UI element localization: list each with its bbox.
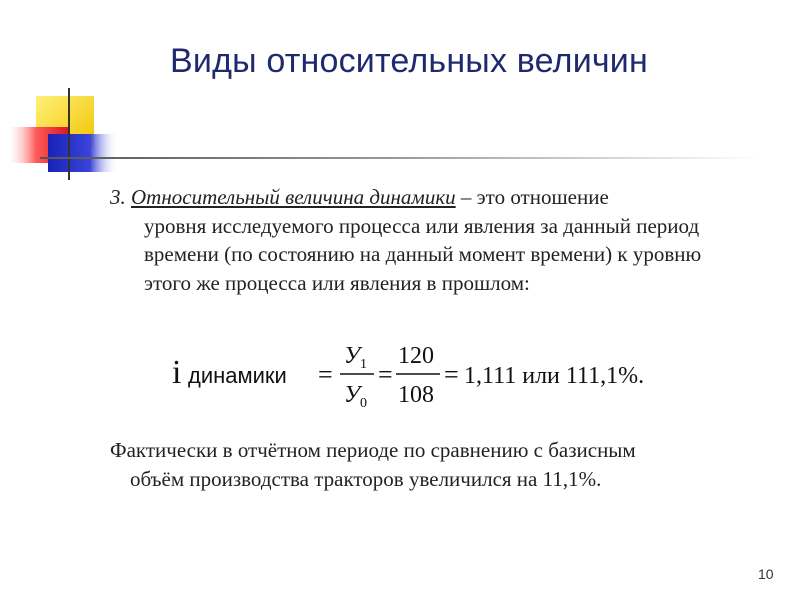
fraction-numerator-value: 120 [398,343,434,369]
formula-subscript: динамики [188,363,287,388]
fraction-denominator-var: У [344,382,361,408]
formula-symbol: i [172,354,182,391]
formula-result: 1,111 или 111,1%. [464,363,645,389]
definition-first-line [110,183,720,212]
title-underline [40,157,760,159]
definition-number: 3. [110,185,131,209]
formula-equals-1: = [318,360,333,389]
formula-equals-2: = [378,360,393,389]
conclusion-paragraph [110,436,750,494]
definition-text: уровня исследуемого процесса или явления за данный период времени (по состоянию на данный момент времени) к уровню этого же процесса или явления в прошлом: [144,213,702,295]
definition-paragraph [110,183,720,297]
title-decoration [0,0,800,190]
page-number: 10 [758,566,774,582]
deco-blue-bar [48,134,118,172]
fraction-numerator-var: У [344,343,361,369]
conclusion-line-2: объём производства тракторов увеличился на 11,1%. [130,467,602,491]
fraction-denominator-value: 108 [398,382,434,408]
formula-equals-3: = [444,360,459,389]
slide-title: Виды относительных величин [170,42,648,80]
conclusion-line-1: Фактически в отчётном периоде по сравнению с базисным [110,438,636,462]
definition-term: Относительный величина динамики [131,185,456,209]
definition-dash: – это отношение [455,185,609,209]
dynamics-formula [168,338,688,418]
fraction-numerator-idx: 1 [360,357,367,372]
fraction-denominator-idx: 0 [360,396,367,411]
